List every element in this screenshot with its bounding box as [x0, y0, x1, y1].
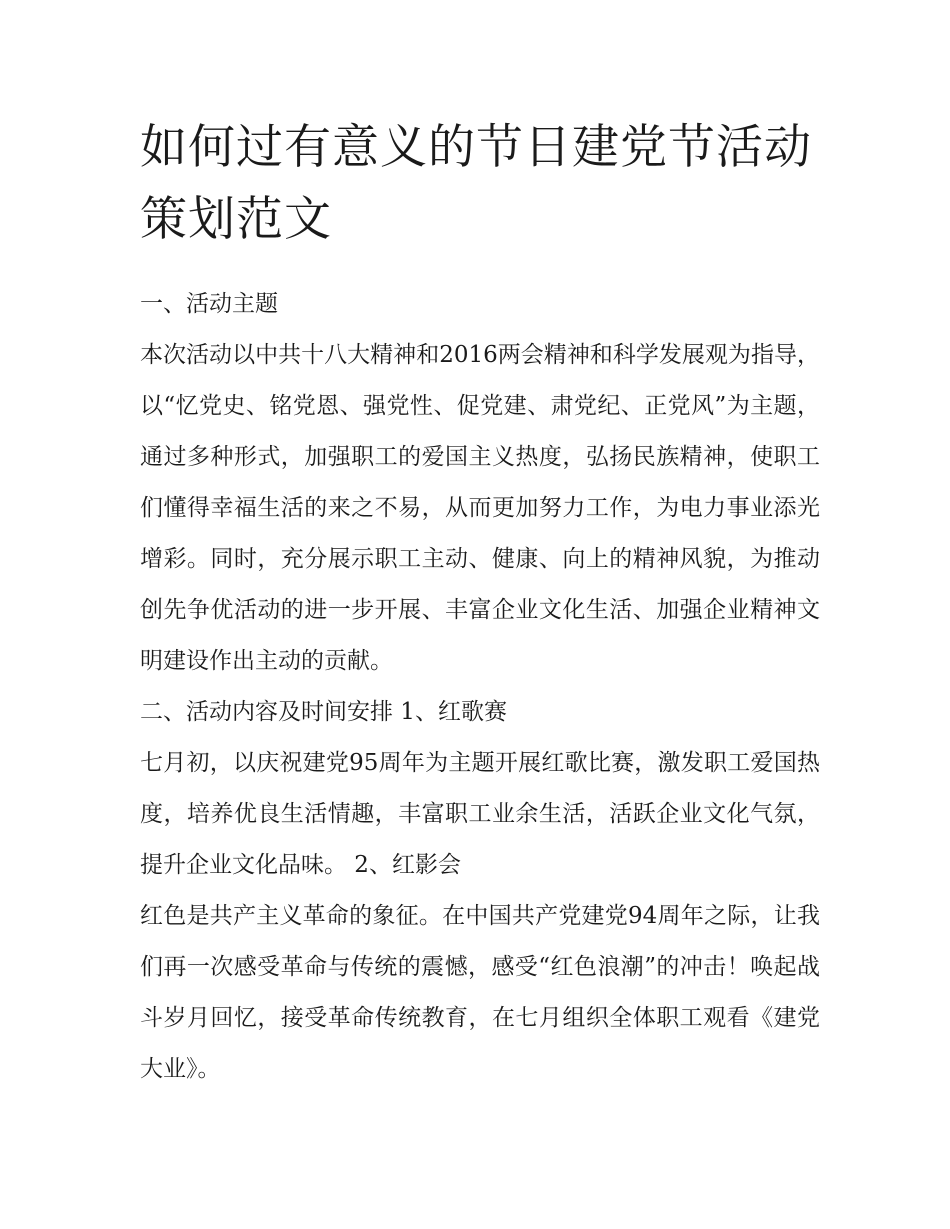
document-title: 如何过有意义的节日建党节活动策划范文	[140, 120, 812, 247]
document-page	[140, 112, 820, 1095]
paragraph-red-film-event: 红色是共产主义革命的象征。在中国共产党建党94周年之际，让我们再一次感受革命与传统的震憾，感受“红色浪潮”的冲击！唤起战斗岁月回忆，接受革命传统教育，在七月组织全体职工观看《建党大业》。	[140, 903, 820, 1082]
paragraph-red-song-contest: 七月初，以庆祝建党95周年为主题开展红歌比赛，激发职工爱国热度，培养优良生活情趣，丰富职工业余生活，活跃企业文化气氛，提升企业文化品味。 2、红影会	[140, 750, 820, 878]
section-heading-theme: 一、活动主题	[140, 291, 278, 317]
paragraph-theme: 本次活动以中共十八大精神和2016两会精神和科学发展观为指导，以“忆党史、铭党恩、强党性、促党建、肃党纪、正党风”为主题，通过多种形式，加强职工的爱国主义热度，弘扬民族精神，使职工们懂得幸福生活的来之不易，从而更加努力工作，为电力事业添光增彩。同时，充分展示职工主动、健康、向上的精神风貌，为推动创先争优活动的进一步开展、丰富企业文化生活、加强企业精神文明建设作出主动的贡献。	[140, 342, 820, 674]
section-heading-content: 二、活动内容及时间安排 1、红歌赛	[140, 699, 507, 725]
